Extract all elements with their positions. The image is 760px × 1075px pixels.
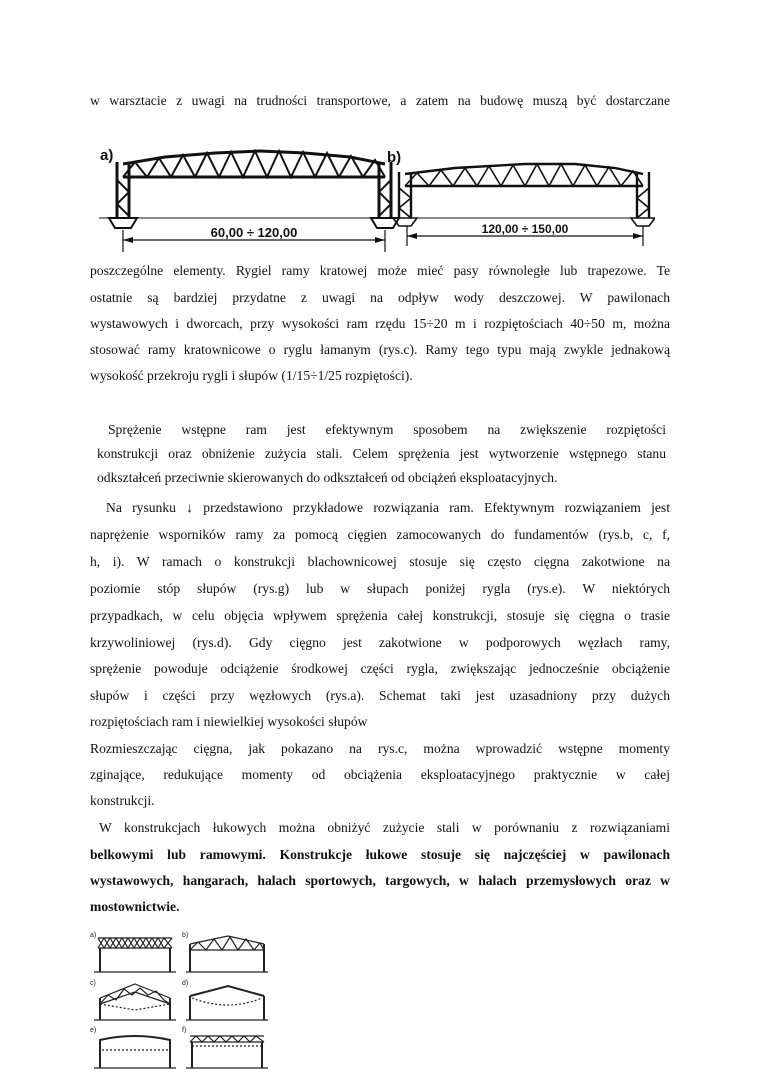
paragraph-1-line-3: wystawowych i dworcach, przy wysokości ram rzędu 15÷20 m i rozpiętościach 40÷50 m, można [90, 316, 670, 331]
paragraph-1-line-2: ostatnie są bardziej przydatne z uwagi na odpływ wody deszczowej. W pawilonach [90, 290, 670, 305]
paragraph-3-line-2: naprężenie wsporników ramy za pomocą cięgien zamocowanych do fundamentów (rys.b, c, f, [90, 527, 670, 542]
paragraph-5-line-1: W konstrukcjach łukowych można obniżyć zużycie stali w porównaniu z rozwiązaniami [99, 820, 670, 835]
paragraph-1-line-4: stosować ramy kratownicowe o ryglu łamanym (rys.c). Ramy tego typu mają zwykle jednakową [90, 342, 670, 357]
paragraph-4-line-3: konstrukcji. [90, 793, 155, 808]
paragraph-2-line-1: Sprężenie wstępne ram jest efektywnym sposobem na zwiększenie rozpiętości [108, 422, 666, 437]
paragraph-3-line-9: rozpiętościach ram i niewielkiej wysokości słupów [90, 714, 368, 729]
paragraph-1-line-5: wysokość przekroju rygli i słupów (1/15÷1/25 rozpiętości). [90, 368, 413, 383]
paragraph-3-line-7: sprężenie powoduje odciążenie środkowej części rygla, zwiększając jednocześnie obciążenie [90, 661, 670, 676]
paragraph-3-line-1: Na rysunku ↓ przedstawiono przykładowe rozwiązania ram. Efektywnym rozwiązaniem jest [106, 500, 670, 515]
paragraph-3-line-4: poziomie stóp słupów (rys.g) lub w słupach poniżej rygla (rys.e). W niektórych [90, 581, 670, 596]
paragraph-2-line-3: odkształceń przeciwnie skierowanych do odkształceń od obciążeń eksploatacyjnych. [97, 470, 558, 485]
paragraph-5-line-4: mostownictwie. [90, 899, 180, 914]
paragraph-3-line-5: przypadkach, w celu objęcia wpływem sprężenia całej konstrukcji, stosuje się cięgna o trasie [90, 608, 670, 623]
small-label-d: d) [182, 980, 189, 987]
truss-frame-a [99, 147, 411, 252]
scheme-c [94, 984, 176, 1020]
paragraph-1-line-1: poszczególne elementy. Rygiel ramy kratowej może mieć pasy równoległe lub trapezowe. Te [90, 263, 670, 278]
prestressed-frames-figure [88, 928, 278, 1073]
scheme-f [186, 1036, 268, 1068]
span-label-b: 120,00 ÷ 150,00 [481, 222, 569, 236]
scheme-d [186, 986, 268, 1020]
paragraph-5-line-3: wystawowych, hangarach, halach sportowych, targowych, w halach przemysłowych oraz w [90, 873, 670, 888]
truss-frames-figure [95, 140, 655, 255]
small-label-a: a) [90, 932, 97, 939]
truss-frame-b [387, 149, 655, 246]
paragraph-3-line-3: h, i). W ramach o konstrukcji blachownicowej stosuje się często cięgna zakotwione na [90, 554, 670, 569]
scheme-a [94, 938, 176, 972]
paragraph-3-line-6: krzywoliniowej (rys.d). Gdy cięgno jest zakotwione w podporowych węzłach ramy, [90, 635, 670, 650]
span-label-a: 60,00 ÷ 120,00 [210, 225, 298, 240]
small-label-e: e) [90, 1027, 97, 1034]
figure-label-a: a) [100, 147, 114, 164]
paragraph-4-line-1: Rozmieszczając cięgna, jak pokazano na rys.c, można wprowadzić wstępne momenty [90, 741, 670, 756]
scheme-b [186, 936, 268, 972]
paragraph-2-line-2: konstrukcji oraz obniżenie zużycia stali. Celem sprężenia jest wytworzenie wstępnego stanu [97, 446, 666, 461]
figure-label-b: b) [387, 149, 402, 166]
paragraph-5-line-2: belkowymi lub ramowymi. Konstrukcje łukowe stosuje się najczęściej w pawilonach [90, 847, 670, 862]
text-line-top: w warsztacie z uwagi na trudności transportowe, a zatem na budowę muszą być dostarczane [90, 93, 670, 108]
small-label-f: f) [182, 1027, 187, 1034]
small-label-c: c) [90, 980, 96, 987]
paragraph-4-line-2: zginające, redukujące momenty od obciążenia eksploatacyjnego praktycznie w całej [90, 767, 670, 782]
paragraph-3-line-8: słupów i części przy węzłowych (rys.a). Schemat taki jest uzasadniony przy dużych [90, 688, 670, 703]
scheme-e [94, 1036, 176, 1068]
small-label-b: b) [182, 932, 189, 939]
